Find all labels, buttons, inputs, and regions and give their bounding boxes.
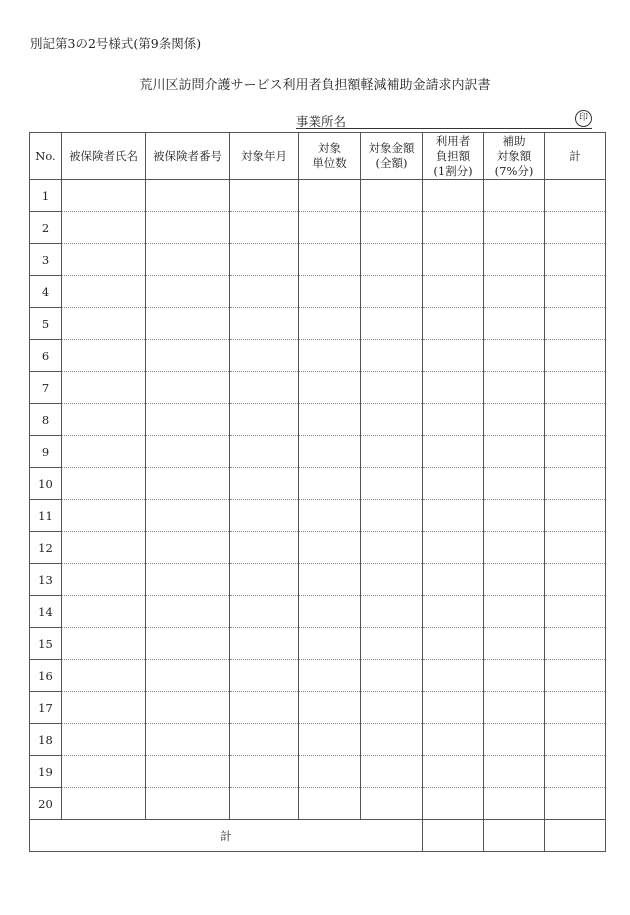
row-total-cell[interactable] [545, 788, 606, 820]
target-month-cell[interactable] [230, 436, 299, 468]
target-amount-cell[interactable] [361, 276, 423, 308]
row-number: 3 [30, 244, 62, 276]
insured-name-cell[interactable] [62, 308, 146, 340]
target-amount-cell[interactable] [361, 660, 423, 692]
insured-name-cell[interactable] [62, 692, 146, 724]
row-number: 2 [30, 212, 62, 244]
target-month-cell[interactable] [230, 724, 299, 756]
table-row [30, 468, 606, 500]
insured-number-cell[interactable] [146, 628, 230, 660]
total-label: 計 [30, 820, 423, 852]
insured-number-cell[interactable] [146, 788, 230, 820]
target-units-cell[interactable] [299, 788, 361, 820]
target-amount-cell[interactable] [361, 372, 423, 404]
insured-name-cell[interactable] [62, 436, 146, 468]
row-number: 10 [30, 468, 62, 500]
subsidy-amount-cell[interactable] [484, 660, 545, 692]
subsidy-amount-cell[interactable] [484, 276, 545, 308]
header-line: 計 [569, 148, 581, 163]
office-name-field[interactable] [296, 110, 592, 129]
user-copay-cell[interactable] [423, 436, 484, 468]
target-month-cell[interactable] [230, 180, 299, 212]
insured-name-cell[interactable] [62, 628, 146, 660]
insured-name-cell[interactable] [62, 788, 146, 820]
header-line: 単位数 [312, 156, 347, 170]
target-units-cell[interactable] [299, 276, 361, 308]
header-line: 対象金額 [368, 141, 415, 155]
header-target-month [230, 133, 299, 180]
insured-number-cell[interactable] [146, 756, 230, 788]
user-copay-cell[interactable] [423, 532, 484, 564]
header-line: 負担額 [435, 148, 471, 163]
target-month-cell[interactable] [230, 468, 299, 500]
row-total-cell[interactable] [545, 436, 606, 468]
table-row [30, 500, 606, 532]
target-units-cell[interactable] [299, 756, 361, 788]
target-month-cell[interactable] [230, 244, 299, 276]
insured-number-cell[interactable] [146, 340, 230, 372]
subsidy-amount-cell[interactable] [484, 628, 545, 660]
target-units-cell[interactable] [299, 436, 361, 468]
table-row [30, 596, 606, 628]
target-amount-cell[interactable] [361, 788, 423, 820]
insured-number-cell[interactable] [146, 436, 230, 468]
subsidy-amount-cell[interactable] [484, 308, 545, 340]
insured-name-cell[interactable] [62, 212, 146, 244]
table-row [30, 212, 606, 244]
header-line: (全額) [375, 156, 408, 170]
row-number: 20 [30, 788, 62, 820]
table-body [30, 180, 606, 820]
insured-name-cell[interactable] [62, 660, 146, 692]
target-month-cell[interactable] [230, 212, 299, 244]
target-units-cell[interactable] [299, 468, 361, 500]
total-cell-sum[interactable] [545, 820, 606, 852]
row-total-cell[interactable] [545, 468, 606, 500]
header-total [545, 133, 606, 180]
target-month-cell[interactable] [230, 532, 299, 564]
target-amount-cell[interactable] [361, 596, 423, 628]
row-total-cell[interactable] [545, 628, 606, 660]
table-row [30, 660, 606, 692]
subsidy-amount-cell[interactable] [484, 756, 545, 788]
table-row [30, 628, 606, 660]
target-month-cell[interactable] [230, 628, 299, 660]
table-row [30, 532, 606, 564]
table-row [30, 340, 606, 372]
user-copay-cell[interactable] [423, 500, 484, 532]
form-reference: 別記第3の2号様式(第9条関係) [30, 36, 202, 51]
insured-number-cell[interactable] [146, 404, 230, 436]
target-amount-cell[interactable] [361, 244, 423, 276]
target-units-cell[interactable] [299, 724, 361, 756]
row-number: 11 [30, 500, 62, 532]
insured-number-cell[interactable] [146, 308, 230, 340]
table-row [30, 564, 606, 596]
row-total-cell[interactable] [545, 308, 606, 340]
target-units-cell[interactable] [299, 628, 361, 660]
row-number: 18 [30, 724, 62, 756]
total-cell-copay[interactable] [423, 820, 484, 852]
insured-number-cell[interactable] [146, 724, 230, 756]
row-number: 7 [30, 372, 62, 404]
target-units-cell[interactable] [299, 404, 361, 436]
insured-name-cell[interactable] [62, 468, 146, 500]
target-month-cell[interactable] [230, 276, 299, 308]
subsidy-amount-cell[interactable] [484, 500, 545, 532]
user-copay-cell[interactable] [423, 596, 484, 628]
row-number: 8 [30, 404, 62, 436]
total-cell-subsidy[interactable] [484, 820, 545, 852]
document-title: 荒川区訪問介護サービス利用者負担額軽減補助金請求内訳書 [139, 78, 491, 93]
user-copay-cell[interactable] [423, 180, 484, 212]
target-units-cell[interactable] [299, 500, 361, 532]
header-user-copay [423, 133, 484, 180]
row-number: 5 [30, 308, 62, 340]
row-total-cell[interactable] [545, 404, 606, 436]
user-copay-cell[interactable] [423, 468, 484, 500]
table-row [30, 436, 606, 468]
table-row [30, 308, 606, 340]
target-amount-cell[interactable] [361, 436, 423, 468]
header-target-amount [361, 133, 423, 180]
row-total-cell[interactable] [545, 532, 606, 564]
row-number: 17 [30, 692, 62, 724]
user-copay-cell[interactable] [423, 628, 484, 660]
total-row [30, 820, 606, 852]
user-copay-cell[interactable] [423, 756, 484, 788]
target-units-cell[interactable] [299, 660, 361, 692]
header-line: 対象年月 [241, 148, 287, 163]
insured-number-cell[interactable] [146, 372, 230, 404]
header-line: 利用者 [435, 133, 471, 148]
header-line: 対象額 [496, 148, 532, 163]
table-row [30, 692, 606, 724]
user-copay-cell[interactable] [423, 564, 484, 596]
target-month-cell[interactable] [230, 692, 299, 724]
user-copay-cell[interactable] [423, 308, 484, 340]
insured-number-cell[interactable] [146, 692, 230, 724]
header-line: (1割分) [433, 163, 473, 178]
target-units-cell[interactable] [299, 212, 361, 244]
row-number: 9 [30, 436, 62, 468]
user-copay-cell[interactable] [423, 212, 484, 244]
subsidy-amount-cell[interactable] [484, 180, 545, 212]
target-amount-cell[interactable] [361, 692, 423, 724]
target-units-cell[interactable] [299, 180, 361, 212]
insured-number-cell[interactable] [146, 532, 230, 564]
user-copay-cell[interactable] [423, 692, 484, 724]
subsidy-amount-cell[interactable] [484, 212, 545, 244]
insured-number-cell[interactable] [146, 660, 230, 692]
insured-name-cell[interactable] [62, 180, 146, 212]
target-amount-cell[interactable] [361, 468, 423, 500]
table-row [30, 244, 606, 276]
row-total-cell[interactable] [545, 244, 606, 276]
insured-number-cell[interactable] [146, 276, 230, 308]
row-number: 12 [30, 532, 62, 564]
row-number: 13 [30, 564, 62, 596]
row-number: 1 [30, 180, 62, 212]
row-total-cell[interactable] [545, 660, 606, 692]
header-line: 被保険者番号 [153, 148, 222, 163]
insured-name-cell[interactable] [62, 756, 146, 788]
target-month-cell[interactable] [230, 340, 299, 372]
insured-number-cell[interactable] [146, 500, 230, 532]
table-row [30, 788, 606, 820]
row-number: 6 [30, 340, 62, 372]
row-number: 19 [30, 756, 62, 788]
insured-name-cell[interactable] [62, 596, 146, 628]
row-number: 15 [30, 628, 62, 660]
target-amount-cell[interactable] [361, 212, 423, 244]
insured-name-cell[interactable] [62, 532, 146, 564]
row-total-cell[interactable] [545, 724, 606, 756]
table-row [30, 276, 606, 308]
seal-icon: 印 [575, 110, 592, 127]
insured-name-cell[interactable] [62, 564, 146, 596]
table-row [30, 180, 606, 212]
row-total-cell[interactable] [545, 756, 606, 788]
subsidy-amount-cell[interactable] [484, 564, 545, 596]
user-copay-cell[interactable] [423, 276, 484, 308]
target-units-cell[interactable] [299, 308, 361, 340]
row-number: 14 [30, 596, 62, 628]
row-total-cell[interactable] [545, 180, 606, 212]
header-line: No. [35, 148, 56, 163]
header-insured-number [146, 133, 230, 180]
target-amount-cell[interactable] [361, 756, 423, 788]
target-month-cell[interactable] [230, 308, 299, 340]
row-total-cell[interactable] [545, 692, 606, 724]
user-copay-cell[interactable] [423, 724, 484, 756]
user-copay-cell[interactable] [423, 244, 484, 276]
user-copay-cell[interactable] [423, 372, 484, 404]
target-month-cell[interactable] [230, 564, 299, 596]
target-units-cell[interactable] [299, 340, 361, 372]
header-insured-name [62, 133, 146, 180]
subsidy-amount-cell[interactable] [484, 468, 545, 500]
subsidy-amount-cell[interactable] [484, 372, 545, 404]
header-subsidy-amount [484, 133, 545, 180]
subsidy-amount-cell[interactable] [484, 596, 545, 628]
user-copay-cell[interactable] [423, 404, 484, 436]
target-month-cell[interactable] [230, 404, 299, 436]
insured-name-cell[interactable] [62, 500, 146, 532]
row-number: 16 [30, 660, 62, 692]
target-amount-cell[interactable] [361, 500, 423, 532]
insured-number-cell[interactable] [146, 596, 230, 628]
target-month-cell[interactable] [230, 756, 299, 788]
target-amount-cell[interactable] [361, 724, 423, 756]
target-units-cell[interactable] [299, 596, 361, 628]
row-total-cell[interactable] [545, 564, 606, 596]
subsidy-amount-cell[interactable] [484, 404, 545, 436]
header-line: 補助 [502, 133, 526, 148]
header-line: (7%分) [494, 163, 534, 178]
target-amount-cell[interactable] [361, 628, 423, 660]
row-total-cell[interactable] [545, 596, 606, 628]
target-amount-cell[interactable] [361, 564, 423, 596]
insured-name-cell[interactable] [62, 244, 146, 276]
target-amount-cell[interactable] [361, 532, 423, 564]
target-month-cell[interactable] [230, 596, 299, 628]
row-total-cell[interactable] [545, 212, 606, 244]
insured-number-cell[interactable] [146, 180, 230, 212]
office-name-label: 事業所名 [296, 114, 347, 129]
header-line: 対象 [318, 141, 341, 155]
target-amount-cell[interactable] [361, 340, 423, 372]
table-row [30, 756, 606, 788]
target-units-cell[interactable] [299, 692, 361, 724]
user-copay-cell[interactable] [423, 660, 484, 692]
user-copay-cell[interactable] [423, 788, 484, 820]
subsidy-amount-cell[interactable] [484, 692, 545, 724]
target-month-cell[interactable] [230, 660, 299, 692]
insured-number-cell[interactable] [146, 212, 230, 244]
insured-number-cell[interactable] [146, 244, 230, 276]
insured-number-cell[interactable] [146, 564, 230, 596]
row-total-cell[interactable] [545, 276, 606, 308]
target-amount-cell[interactable] [361, 180, 423, 212]
row-number: 4 [30, 276, 62, 308]
target-month-cell[interactable] [230, 372, 299, 404]
target-amount-cell[interactable] [361, 308, 423, 340]
target-month-cell[interactable] [230, 500, 299, 532]
row-total-cell[interactable] [545, 500, 606, 532]
subsidy-amount-cell[interactable] [484, 532, 545, 564]
insured-name-cell[interactable] [62, 724, 146, 756]
target-units-cell[interactable] [299, 564, 361, 596]
insured-name-cell[interactable] [62, 276, 146, 308]
row-total-cell[interactable] [545, 340, 606, 372]
table-row [30, 724, 606, 756]
target-units-cell[interactable] [299, 244, 361, 276]
subsidy-amount-cell[interactable] [484, 788, 545, 820]
subsidy-amount-cell[interactable] [484, 724, 545, 756]
subsidy-amount-cell[interactable] [484, 244, 545, 276]
insured-name-cell[interactable] [62, 340, 146, 372]
claim-breakdown-table [29, 132, 606, 852]
insured-number-cell[interactable] [146, 468, 230, 500]
insured-name-cell[interactable] [62, 404, 146, 436]
table-row [30, 404, 606, 436]
target-units-cell[interactable] [299, 372, 361, 404]
target-amount-cell[interactable] [361, 404, 423, 436]
target-month-cell[interactable] [230, 788, 299, 820]
table-row [30, 372, 606, 404]
target-units-cell[interactable] [299, 532, 361, 564]
header-no [30, 133, 62, 180]
header-target-units [299, 133, 361, 180]
header-line: 被保険者氏名 [69, 148, 138, 163]
row-total-cell[interactable] [545, 372, 606, 404]
table-header-row [30, 133, 606, 180]
subsidy-amount-cell[interactable] [484, 340, 545, 372]
user-copay-cell[interactable] [423, 340, 484, 372]
insured-name-cell[interactable] [62, 372, 146, 404]
subsidy-amount-cell[interactable] [484, 436, 545, 468]
